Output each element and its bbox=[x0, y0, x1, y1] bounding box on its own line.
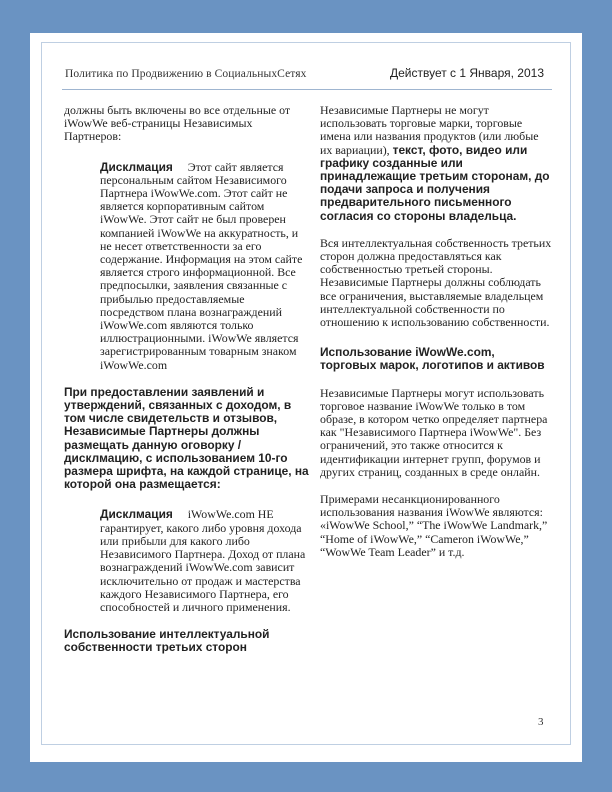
income-disclaimer-paragraph: При предоставлении заявлений и утверждений, связанных с доходом, в том числе свидетельств и отзывов, Независимые Партнеры должны размещать данную оговорку / дисклмацию, с использованием 10-го размера шрифта, на каждой странице, на которой она размещается: bbox=[64, 384, 309, 492]
section-heading-trademarks: Использование iWowWe.com, торговых марок, логотипов и активов bbox=[320, 345, 545, 373]
left-column bbox=[64, 104, 310, 655]
third-party-bold-text: текст, фото, видео или графику созданные или принадлежащие третьим сторонам, до подачи запроса и получения предварительного письменного согласия со стороны владельца. bbox=[320, 142, 550, 223]
intro-paragraph: должны быть включены во все отдельные от iWowWe веб-страницы Независимых Партнеров: bbox=[64, 103, 291, 144]
page-number: 3 bbox=[538, 716, 544, 728]
examples-paragraph: Примерами несанкционированного использования названия iWowWe являются: «iWowWe School,” “The iWowWe Landmark,” “Home of iWowWe,” “Cameron iWowWe,” “WowWe Team Leader” и т.д. bbox=[320, 492, 548, 559]
third-party-text: Независимые Партнеры не могут использовать торговые марки, торговые имена или названия продуктов (или любые их вариации), bbox=[320, 103, 539, 157]
right-column bbox=[320, 104, 552, 559]
section-heading-third-party: Использование интеллектуальной собственности третьих сторон bbox=[64, 627, 270, 655]
disclaimer-title-2: Дисклмация bbox=[100, 507, 173, 522]
disclaimer-text-2: iWowWe.com НЕ гарантирует, какого либо уровня дохода или прибыли для какого либо Независимого Партнера. Доход от плана вознаграждений iWowWe.com зависит исключительно от продаж и мастерства каждого Независимого Партнера, его способностей и личного применения. bbox=[100, 507, 306, 614]
disclaimer-block-2 bbox=[100, 508, 310, 614]
disclaimer-block-1 bbox=[100, 161, 310, 372]
trade-name-paragraph: Независимые Партнеры могут использовать торговое название iWowWe только в том образе, в котором четко определяет партнера как "Независимого Партнера iWowWe". Без ограничений, это также относится к идентификации интернет групп, форумов и других страниц, созданных в среде онлайн. bbox=[320, 385, 548, 479]
third-party-paragraph bbox=[320, 104, 552, 223]
disclaimer-text-1: Этот сайт является персональным сайтом Независимого Партнера iWowWe.com. Этот сайт не является корпоративным сайтом iWowWe. Этот сайт не был проверен компанией iWowWe на аккуратность, и не несет ответственности за его содержание. Информация на этом сайте является строго информационной. Все предпосылки, заявления связанные с прибылью предоставляемые посредством плана вознаграждений iWowWe.com являются только иллюстрационными. iWowWe является зарегистрированным товарным знаком iWowWe.com bbox=[100, 159, 303, 372]
ip-paragraph: Вся интеллектуальная собственность третьих сторон должна предоставляться как собственностью третьей стороны. Независимые Партнеры должны соблюдать все ограничения, выставляемые владельцем интеллектуальной собственности по отношению к использованию собственности. bbox=[320, 235, 552, 330]
disclaimer-title-1: Дисклмация bbox=[100, 159, 173, 174]
effective-date: Действует с 1 Января, 2013 bbox=[389, 66, 544, 80]
document-title: Политика по Продвижению в СоциальныхСетях bbox=[65, 68, 307, 80]
header-rule bbox=[62, 89, 552, 90]
